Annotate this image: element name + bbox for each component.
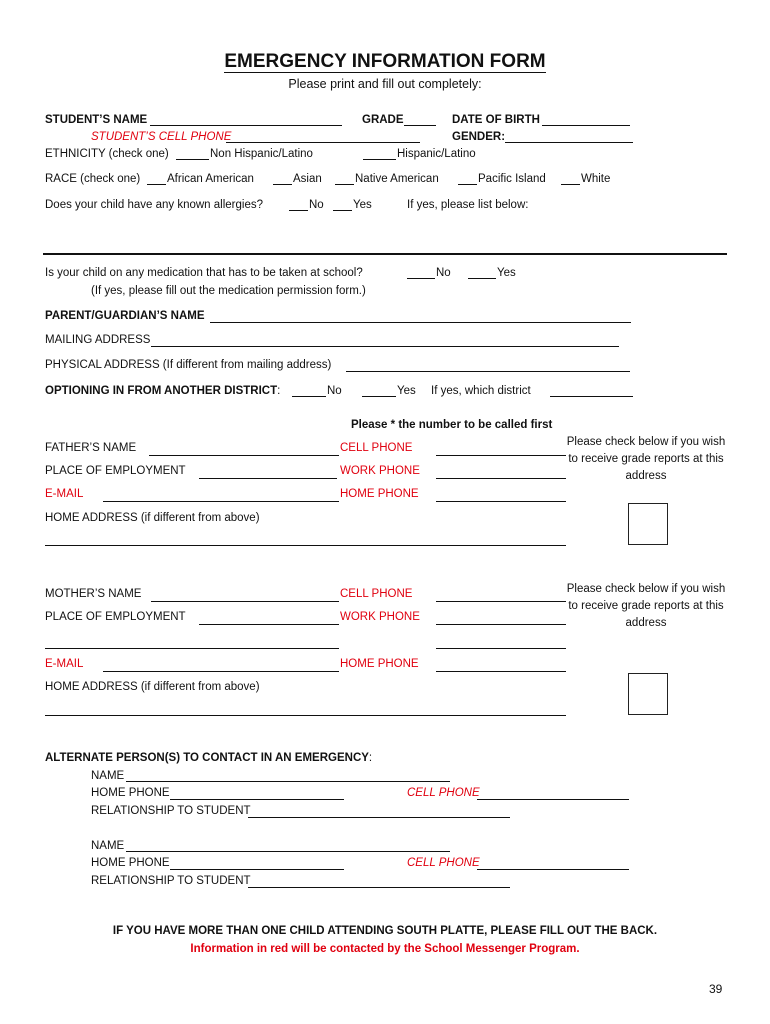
alt2-home-label: HOME PHONE [91, 857, 170, 869]
page-number: 39 [709, 982, 723, 996]
father-grade-report-checkbox[interactable] [628, 503, 668, 545]
optioning-row [45, 384, 280, 398]
mother-employment-field[interactable] [199, 624, 339, 625]
allergy-list-prompt: If yes, please list below: [407, 199, 529, 211]
dob-field[interactable] [542, 125, 630, 126]
mother-cell-field[interactable] [436, 601, 566, 602]
father-employment-label: PLACE OF EMPLOYMENT [45, 465, 186, 477]
medication-question: Is your child on any medication that has to be taken at school? [45, 267, 363, 279]
ethnicity-hispanic-label: Hispanic/Latino [397, 148, 476, 160]
mother-grade-report-note: Please check below if you wish to receive grade reports at this address [566, 583, 726, 629]
multiple-children-note: IF YOU HAVE MORE THAN ONE CHILD ATTENDING SOUTH PLATTE, PLEASE FILL OUT THE BACK. [112, 925, 658, 937]
mother-work-label: WORK PHONE [340, 611, 420, 623]
optioning-district-field[interactable] [550, 396, 633, 397]
medication-yes-check[interactable] [468, 278, 496, 279]
form-subtitle: Please print and fill out completely: [288, 77, 482, 91]
race-check-pacific-island[interactable] [458, 184, 477, 185]
grade-label: GRADE [362, 114, 404, 126]
allergy-question: Does your child have any known allergies? [45, 199, 263, 211]
mother-home-address-field[interactable] [45, 715, 566, 716]
mother-name-field[interactable] [151, 601, 339, 602]
ethnicity-nonhispanic-label: Non Hispanic/Latino [210, 148, 313, 160]
gender-field[interactable] [505, 142, 633, 143]
optioning-no-label: No [327, 385, 342, 397]
mother-home-label: HOME PHONE [340, 658, 419, 670]
alternate-heading: ALTERNATE PERSON(S) TO CONTACT IN AN EMERGENCY [45, 752, 369, 764]
alt1-name-field[interactable] [126, 781, 450, 782]
alt1-cell-field[interactable] [477, 799, 629, 800]
race-asian-label: Asian [293, 173, 322, 185]
race-check-white[interactable] [561, 184, 580, 185]
mother-name-label: MOTHER’S NAME [45, 588, 142, 600]
ethnicity-label: ETHNICITY (check one) [45, 148, 169, 160]
mother-grade-report-checkbox[interactable] [628, 673, 668, 715]
mother-extra-phone-field[interactable] [436, 648, 566, 649]
school-messenger-note: Information in red will be contacted by the School Messenger Program. [190, 943, 580, 955]
father-grade-report-note: Please check below if you wish to receive grade reports at this address [566, 436, 726, 482]
ethnicity-hispanic-check[interactable] [363, 159, 396, 160]
father-name-label: FATHER’S NAME [45, 442, 137, 454]
alt2-home-field[interactable] [170, 869, 344, 870]
mother-employment-field-continued[interactable] [45, 648, 339, 649]
alternate-heading-row [45, 751, 372, 765]
mother-cell-label: CELL PHONE [340, 588, 413, 600]
alt2-relationship-field[interactable] [248, 887, 510, 888]
optioning-no-check[interactable] [292, 396, 326, 397]
mother-home-address-label: HOME ADDRESS (if different from above) [45, 681, 260, 693]
student-cell-field[interactable] [226, 142, 420, 143]
alt1-relationship-label: RELATIONSHIP TO STUDENT [91, 805, 251, 817]
dob-label: DATE OF BIRTH [452, 114, 540, 126]
student-cell-label: STUDENT’S CELL PHONE [91, 131, 232, 143]
medication-note: (If yes, please fill out the medication permission form.) [91, 285, 366, 297]
student-name-field[interactable] [150, 125, 342, 126]
race-native-american-label: Native American [355, 173, 439, 185]
optioning-which-label: If yes, which district [431, 385, 531, 397]
medication-yes-label: Yes [497, 267, 516, 279]
mother-work-field[interactable] [436, 624, 566, 625]
allergy-no-label: No [309, 199, 324, 211]
allergy-no-check[interactable] [289, 210, 308, 211]
allergy-yes-label: Yes [353, 199, 372, 211]
allergy-list-field[interactable] [43, 253, 727, 255]
father-home-address-field[interactable] [45, 545, 566, 546]
ethnicity-nonhispanic-check[interactable] [176, 159, 209, 160]
optioning-yes-check[interactable] [362, 396, 396, 397]
alt2-name-field[interactable] [126, 851, 450, 852]
alternate-heading-colon: : [368, 752, 373, 764]
mother-employment-label: PLACE OF EMPLOYMENT [45, 611, 186, 623]
medication-no-label: No [436, 267, 451, 279]
father-home-label: HOME PHONE [340, 488, 419, 500]
race-check-native-american[interactable] [335, 184, 354, 185]
alt1-home-label: HOME PHONE [91, 787, 170, 799]
mother-home-field[interactable] [436, 671, 566, 672]
alt1-name-label: NAME [91, 770, 125, 782]
grade-field[interactable] [404, 125, 436, 126]
alt2-name-label: NAME [91, 840, 125, 852]
race-check-african-american[interactable] [147, 184, 166, 185]
father-name-field[interactable] [149, 455, 339, 456]
father-cell-label: CELL PHONE [340, 442, 413, 454]
mother-email-field[interactable] [103, 671, 339, 672]
optioning-yes-label: Yes [397, 385, 416, 397]
allergy-yes-check[interactable] [333, 210, 352, 211]
alt1-relationship-field[interactable] [248, 817, 510, 818]
father-employment-field[interactable] [199, 478, 337, 479]
mailing-address-label: MAILING ADDRESS [45, 334, 151, 346]
race-pacific-island-label: Pacific Island [478, 173, 546, 185]
form-title: EMERGENCY INFORMATION FORM [224, 51, 546, 72]
race-check-asian[interactable] [273, 184, 292, 185]
father-work-label: WORK PHONE [340, 465, 420, 477]
race-label: RACE (check one) [45, 173, 141, 185]
father-home-address-label: HOME ADDRESS (if different from above) [45, 512, 260, 524]
alt1-cell-label: CELL PHONE [407, 787, 480, 799]
father-email-label: E-MAIL [45, 488, 84, 500]
father-work-field[interactable] [436, 478, 566, 479]
mother-email-label: E-MAIL [45, 658, 84, 670]
guardian-name-field[interactable] [210, 322, 631, 323]
father-cell-field[interactable] [436, 455, 566, 456]
physical-address-field[interactable] [346, 371, 630, 372]
optioning-colon: : [277, 385, 281, 397]
alt2-relationship-label: RELATIONSHIP TO STUDENT [91, 875, 251, 887]
race-white-label: White [581, 173, 611, 185]
mailing-address-field[interactable] [151, 346, 619, 347]
optioning-label: OPTIONING IN FROM ANOTHER DISTRICT [45, 385, 278, 397]
physical-address-label: PHYSICAL ADDRESS (If different from mailing address) [45, 359, 332, 371]
alt2-cell-field[interactable] [477, 869, 629, 870]
father-home-field[interactable] [436, 501, 566, 502]
medication-no-check[interactable] [407, 278, 435, 279]
call-first-note: Please * the number to be called first [351, 419, 553, 431]
gender-label: GENDER: [452, 131, 506, 143]
alt1-home-field[interactable] [170, 799, 344, 800]
guardian-name-label: PARENT/GUARDIAN’S NAME [45, 310, 205, 322]
student-name-label: STUDENT’S NAME [45, 114, 148, 126]
race-african-american-label: African American [167, 173, 254, 185]
alt2-cell-label: CELL PHONE [407, 857, 480, 869]
father-email-field[interactable] [103, 501, 339, 502]
